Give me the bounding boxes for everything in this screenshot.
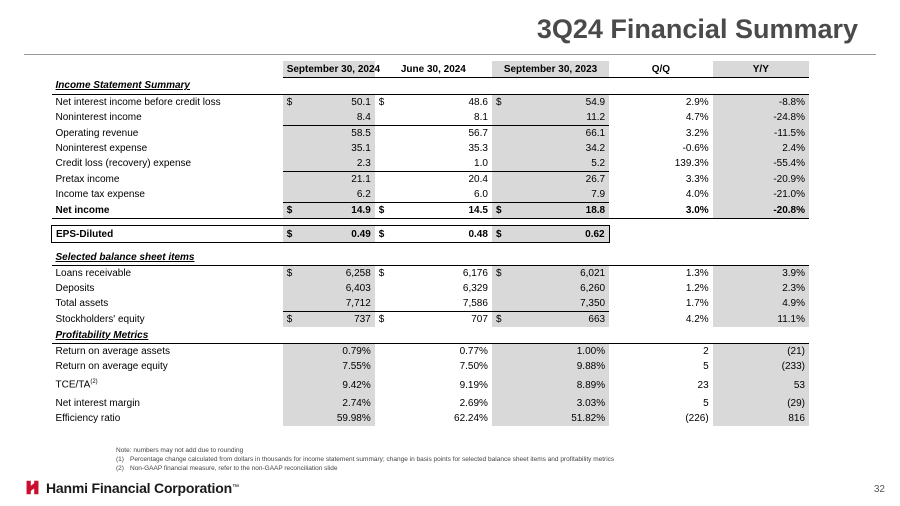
value-yy: -24.8%: [713, 110, 809, 126]
column-header: Q/Q: [609, 61, 713, 78]
row-label: Stockholders' equity: [55, 313, 145, 325]
value-jun-2024: 8.1: [388, 110, 492, 126]
value-sep-2024: 6,403: [296, 281, 374, 296]
table-row: [52, 110, 810, 126]
row-label: Credit loss (recovery) expense: [55, 158, 192, 170]
value-jun-2024: 9.19%: [459, 379, 488, 391]
value-qq: 4.7%: [685, 112, 709, 124]
value-sep-2024: 35.1: [296, 141, 374, 156]
table-row: [52, 396, 810, 411]
value-sep-2024: 14.9: [296, 203, 374, 219]
value-sep-2024: 50.1: [296, 95, 374, 111]
table-row: [52, 344, 810, 360]
value-yy: 2.3%: [713, 281, 809, 296]
table-row: [52, 359, 810, 374]
row-label: [52, 359, 283, 374]
currency-symbol: [283, 110, 297, 126]
table-row: [52, 281, 810, 296]
row-label: [52, 411, 283, 426]
footnotes: [116, 446, 614, 473]
currency-symbol: [283, 126, 297, 142]
currency-symbol: [375, 156, 389, 172]
row-label: Operating revenue: [55, 127, 139, 139]
currency-symbol: $: [378, 97, 385, 108]
value-yy: (29): [713, 396, 809, 411]
section-header-row: [52, 78, 810, 95]
value-sep-2023: 54.9: [506, 95, 610, 111]
value-yy: 816: [713, 411, 809, 426]
table-row: [52, 312, 810, 328]
value-jun-2024: 35.3: [468, 143, 488, 154]
value-jun-2024: 14.5: [388, 203, 492, 219]
value-yy: -8.8%: [713, 95, 809, 111]
value-jun-2024: 7.50%: [459, 361, 488, 372]
row-label: Net interest income before credit loss: [55, 97, 221, 108]
table-row: [52, 374, 810, 396]
currency-symbol: [375, 187, 389, 203]
footnote-ref: (2): [90, 379, 98, 386]
row-label: Loans receivable: [55, 268, 132, 279]
currency-symbol: [375, 141, 389, 156]
section-blank: [283, 327, 809, 344]
row-label-text: Return on average equity: [55, 361, 168, 372]
header-row: [52, 61, 810, 78]
currency-symbol: [375, 172, 389, 188]
title-divider: [24, 54, 876, 55]
value-sep-2024: 0.79%: [283, 344, 375, 360]
value-qq: 2: [703, 346, 709, 357]
row-label: Deposits: [55, 283, 95, 294]
financial-summary-table: [51, 61, 809, 426]
value-yy: -55.4%: [713, 156, 809, 172]
value-qq: 2.9%: [685, 97, 709, 108]
table-row: [52, 187, 810, 203]
value-sep-2024: 6.2: [296, 187, 374, 203]
currency-symbol: $: [375, 203, 389, 219]
value-jun-2024: 707: [471, 314, 488, 325]
company-name: Hanmi Financial Corporation: [46, 479, 232, 496]
table-row: [52, 156, 810, 172]
eps-blank: [609, 226, 713, 243]
value-sep-2024: 59.98%: [283, 411, 375, 426]
section-title: Income Statement Summary: [52, 78, 283, 95]
currency-symbol: [375, 110, 389, 126]
value-yy: (233): [713, 359, 809, 374]
column-header: June 30, 2024: [375, 61, 492, 78]
value-sep-2024: 58.5: [296, 126, 374, 142]
value-qq: 3.2%: [685, 127, 709, 139]
value-yy: 53: [713, 374, 809, 396]
value-qq: (226): [685, 413, 709, 424]
value-sep-2024: 9.42%: [283, 374, 375, 396]
header-blank: [52, 61, 283, 78]
value-sep-2023: 8.89%: [492, 374, 609, 396]
section-blank: [283, 78, 809, 95]
currency-symbol: [283, 141, 297, 156]
currency-symbol: [492, 126, 506, 142]
currency-symbol: $: [283, 266, 297, 282]
row-label: Noninterest expense: [55, 143, 148, 154]
value-qq: 4.2%: [685, 313, 709, 325]
value-sep-2023: 11.2: [506, 110, 610, 126]
section-blank: [283, 249, 809, 266]
section-title: Selected balance sheet items: [52, 249, 283, 266]
hanmi-logo-icon: [24, 479, 41, 496]
value-sep-2023: 7,350: [506, 296, 610, 312]
value-sep-2023: 34.2: [506, 141, 610, 156]
currency-symbol: $: [283, 312, 297, 328]
value-yy: (21): [713, 344, 809, 360]
currency-symbol: [283, 281, 297, 296]
row-label: [52, 344, 283, 360]
currency-symbol: $: [492, 203, 506, 219]
value-sep-2023: 6,021: [506, 266, 610, 282]
value-qq: 23: [697, 379, 709, 391]
value-sep-2023: 7.9: [506, 187, 610, 203]
value-qq: 5: [703, 361, 709, 372]
footnote-2-number: (2): [116, 465, 124, 472]
value-jun-2024: 62.24%: [454, 413, 488, 424]
value-jun-2024: 20.4: [468, 174, 488, 185]
page-number: 32: [873, 484, 885, 495]
value-yy: -21.0%: [713, 187, 809, 203]
currency-symbol: [492, 172, 506, 188]
column-header: September 30, 2023: [492, 61, 609, 78]
value-qq: 1.3%: [685, 268, 709, 279]
table-row: [52, 172, 810, 188]
currency-symbol: [375, 126, 389, 142]
value-sep-2024: 737: [296, 312, 374, 328]
table-row: [52, 411, 810, 426]
currency-symbol: [375, 281, 389, 296]
currency-symbol: $: [375, 226, 389, 243]
value-yy: 11.1%: [713, 312, 809, 328]
value-jun-2024: 0.48: [388, 226, 492, 243]
value-jun-2024: 7,586: [388, 296, 492, 312]
value-qq: 3.3%: [685, 173, 709, 185]
page-title: 3Q24 Financial Summary: [536, 14, 858, 44]
table-row: [52, 141, 810, 156]
value-jun-2024: 48.6: [468, 97, 488, 108]
table-row: [52, 126, 810, 142]
value-sep-2024: 7.55%: [283, 359, 375, 374]
row-label-text: Net interest margin: [55, 398, 140, 409]
value-jun-2024: 0.77%: [459, 346, 488, 357]
currency-symbol: [283, 156, 297, 172]
footnote-1-number: (1): [116, 456, 124, 463]
value-qq: 3.0%: [609, 203, 713, 219]
spacer: [52, 219, 810, 226]
value-qq: 1.7%: [685, 298, 709, 310]
table-row: [52, 266, 810, 282]
value-sep-2023: 0.62: [506, 226, 610, 243]
eps-blank: [713, 226, 809, 243]
value-sep-2023: 66.1: [506, 126, 610, 142]
value-sep-2023: 9.88%: [492, 359, 609, 374]
eps-row: [52, 226, 810, 243]
currency-symbol: $: [378, 268, 385, 279]
value-sep-2024: 8.4: [296, 110, 374, 126]
currency-symbol: [492, 296, 506, 312]
currency-symbol: [283, 187, 297, 203]
value-sep-2023: 26.7: [506, 172, 610, 188]
value-qq: 139.3%: [674, 158, 709, 170]
column-header: September 30, 2024: [283, 61, 375, 78]
value-sep-2023: 5.2: [506, 156, 610, 172]
row-label: Noninterest income: [55, 112, 142, 124]
value-sep-2024: 21.1: [296, 172, 374, 188]
row-label-text: Efficiency ratio: [55, 413, 121, 424]
value-yy: 3.9%: [713, 266, 809, 282]
footnote-1: [116, 455, 614, 464]
row-label: [52, 374, 283, 396]
column-header: Y/Y: [713, 61, 809, 78]
company-logo: [24, 479, 239, 496]
footnote-intro: Note: numbers may not add due to rounding: [116, 447, 244, 454]
table-row: [52, 95, 810, 111]
currency-symbol: [492, 141, 506, 156]
row-label: Pretax income: [55, 173, 120, 185]
value-jun-2024: 56.7: [468, 128, 488, 139]
section-title: Profitability Metrics: [52, 327, 283, 344]
value-qq: 4.0%: [685, 189, 709, 201]
table-row: [52, 203, 810, 219]
currency-symbol: $: [378, 314, 385, 325]
footnote-1-text: Percentage change calculated from dollars in thousands for income statement summary; change in basis points for selected balance sheet items and profitability metrics: [130, 456, 615, 463]
currency-symbol: [283, 172, 297, 188]
value-sep-2024: 2.74%: [283, 396, 375, 411]
value-sep-2023: 51.82%: [492, 411, 609, 426]
value-sep-2023: 1.00%: [492, 344, 609, 360]
value-yy: -20.8%: [713, 203, 809, 219]
row-label: Net income: [52, 203, 283, 219]
currency-symbol: $: [283, 226, 297, 243]
value-yy: 2.4%: [713, 141, 809, 156]
footnote-2-text: Non-GAAP financial measure, refer to the non-GAAP reconciliation slide: [130, 465, 338, 472]
currency-symbol: $: [492, 266, 506, 282]
currency-symbol: $: [492, 312, 506, 328]
section-header-row: [52, 327, 810, 344]
table-row: [52, 296, 810, 312]
currency-symbol: [375, 296, 389, 312]
value-jun-2024: 6,176: [462, 268, 488, 279]
trademark-symbol: ™: [231, 484, 239, 491]
section-header-row: [52, 249, 810, 266]
row-label-text: TCE/TA: [55, 379, 91, 391]
value-qq: 5: [703, 398, 709, 409]
value-sep-2023: 3.03%: [492, 396, 609, 411]
row-label: Income tax expense: [55, 189, 145, 201]
value-jun-2024: 6.0: [388, 187, 492, 203]
value-qq: -0.6%: [682, 143, 709, 154]
value-sep-2023: 6,260: [506, 281, 610, 296]
currency-symbol: [492, 187, 506, 203]
value-sep-2024: 6,258: [296, 266, 374, 282]
row-label: [52, 396, 283, 411]
value-sep-2023: 663: [506, 312, 610, 328]
currency-symbol: $: [492, 95, 506, 111]
currency-symbol: [492, 281, 506, 296]
value-yy: 4.9%: [713, 296, 809, 312]
value-sep-2024: 7,712: [296, 296, 374, 312]
currency-symbol: [492, 156, 506, 172]
spacer-row: [52, 219, 810, 226]
value-jun-2024: 1.0: [388, 156, 492, 172]
value-sep-2024: 2.3: [296, 156, 374, 172]
value-jun-2024: 2.69%: [459, 398, 488, 409]
value-sep-2023: 18.8: [506, 203, 610, 219]
row-label-text: Return on average assets: [55, 346, 171, 357]
row-label: EPS-Diluted: [52, 226, 283, 243]
value-jun-2024: 6,329: [462, 283, 488, 294]
currency-symbol: [492, 110, 506, 126]
currency-symbol: [283, 296, 297, 312]
value-sep-2024: 0.49: [296, 226, 374, 243]
currency-symbol: $: [492, 226, 506, 243]
row-label: Total assets: [55, 298, 109, 310]
currency-symbol: $: [283, 95, 297, 111]
value-yy: -11.5%: [713, 126, 809, 142]
currency-symbol: $: [283, 203, 297, 219]
value-qq: 1.2%: [685, 283, 709, 294]
value-yy: -20.9%: [713, 172, 809, 188]
footnote-2: [116, 464, 614, 473]
